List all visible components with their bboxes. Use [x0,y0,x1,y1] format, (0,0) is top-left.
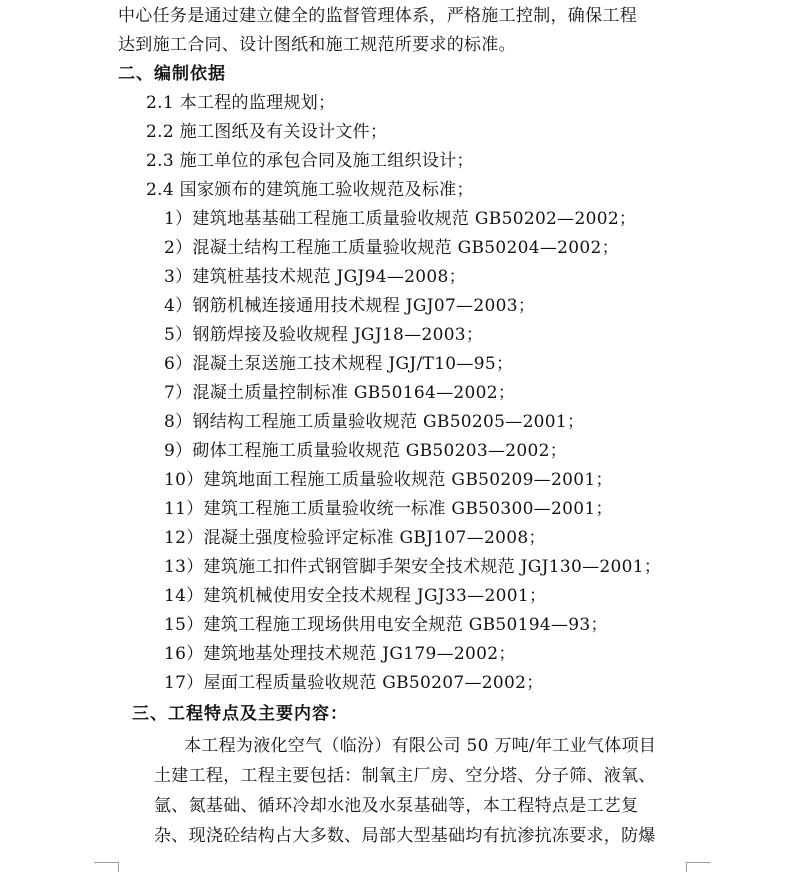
standard-item: 15）建筑工程施工现场供用电安全规范 GB50194—93； [164,615,608,635]
standard-item: 9）砌体工程施工质量验收规范 GB50203—2002； [164,441,568,461]
standard-item: 2）混凝土结构工程施工质量验收规范 GB50204—2002； [164,238,619,258]
standard-item: 6）混凝土泵送施工技术规程 JGJ/T10—95； [164,354,514,374]
basis-item: 2.2 施工图纸及有关设计文件； [146,122,388,142]
standard-item: 1）建筑地基基础工程施工质量验收规范 GB50202—2002； [164,209,637,229]
standard-item: 3）建筑桩基技术规范 JGJ94—2008； [164,267,466,287]
standard-item: 13）建筑施工扣件式钢管脚手架安全技术规范 JGJ130—2001； [164,557,662,577]
section-3-line: 本工程为液化空气（临汾）有限公司 50 万吨/年工业气体项目 [184,736,657,756]
section-3-line: 氩、氮基础、循环冷却水池及水泵基础等，本工程特点是工艺复 [154,796,639,816]
standard-item: 16）建筑地基处理技术规范 JG179—2002； [164,644,516,664]
page-corner-mark-right [686,862,711,872]
standard-item: 11）建筑工程施工质量验收统一标准 GB50300—2001； [164,499,613,519]
standard-item: 4）钢筋机械连接通用技术规程 JGJ07—2003； [164,296,536,316]
intro-line-1: 中心任务是通过建立健全的监督管理体系，严格施工控制，确保工程 [118,6,637,26]
basis-item: 2.4 国家颁布的建筑施工验收规范及标准； [146,180,474,200]
page-corner-mark-left [94,862,119,872]
section-2-heading: 二、编制依据 [118,64,226,84]
standard-item: 14）建筑机械使用安全技术规程 JGJ33—2001； [164,586,547,606]
intro-line-2: 达到施工合同、设计图纸和施工规范所要求的标准。 [118,35,516,55]
section-3-line: 杂、现浇砼结构占大多数、局部大型基础均有抗渗抗冻要求，防爆 [154,826,656,846]
basis-item: 2.3 施工单位的承包合同及施工组织设计； [146,151,474,171]
standard-item: 5）钢筋焊接及验收规程 JGJ18—2003； [164,325,484,345]
standard-item: 17）屋面工程质量验收规范 GB50207—2002； [164,673,544,693]
basis-item: 2.1 本工程的监理规划； [146,93,336,113]
standard-item: 7）混凝土质量控制标准 GB50164—2002； [164,383,516,403]
standard-item: 12）混凝土强度检验评定标准 GBJ107—2008； [164,528,546,548]
standard-item: 8）钢结构工程施工质量验收规范 GB50205—2001； [164,412,585,432]
standard-item: 10）建筑地面工程施工质量验收规范 GB50209—2001； [164,470,613,490]
page-corner-mark-right-h [686,862,710,863]
section-3-line: 土建工程，工程主要包括：制氧主厂房、空分塔、分子筛、液氧、 [154,766,656,786]
section-3-heading: 三、工程特点及主要内容： [132,704,348,724]
page-corner-mark-left-h [94,862,118,863]
